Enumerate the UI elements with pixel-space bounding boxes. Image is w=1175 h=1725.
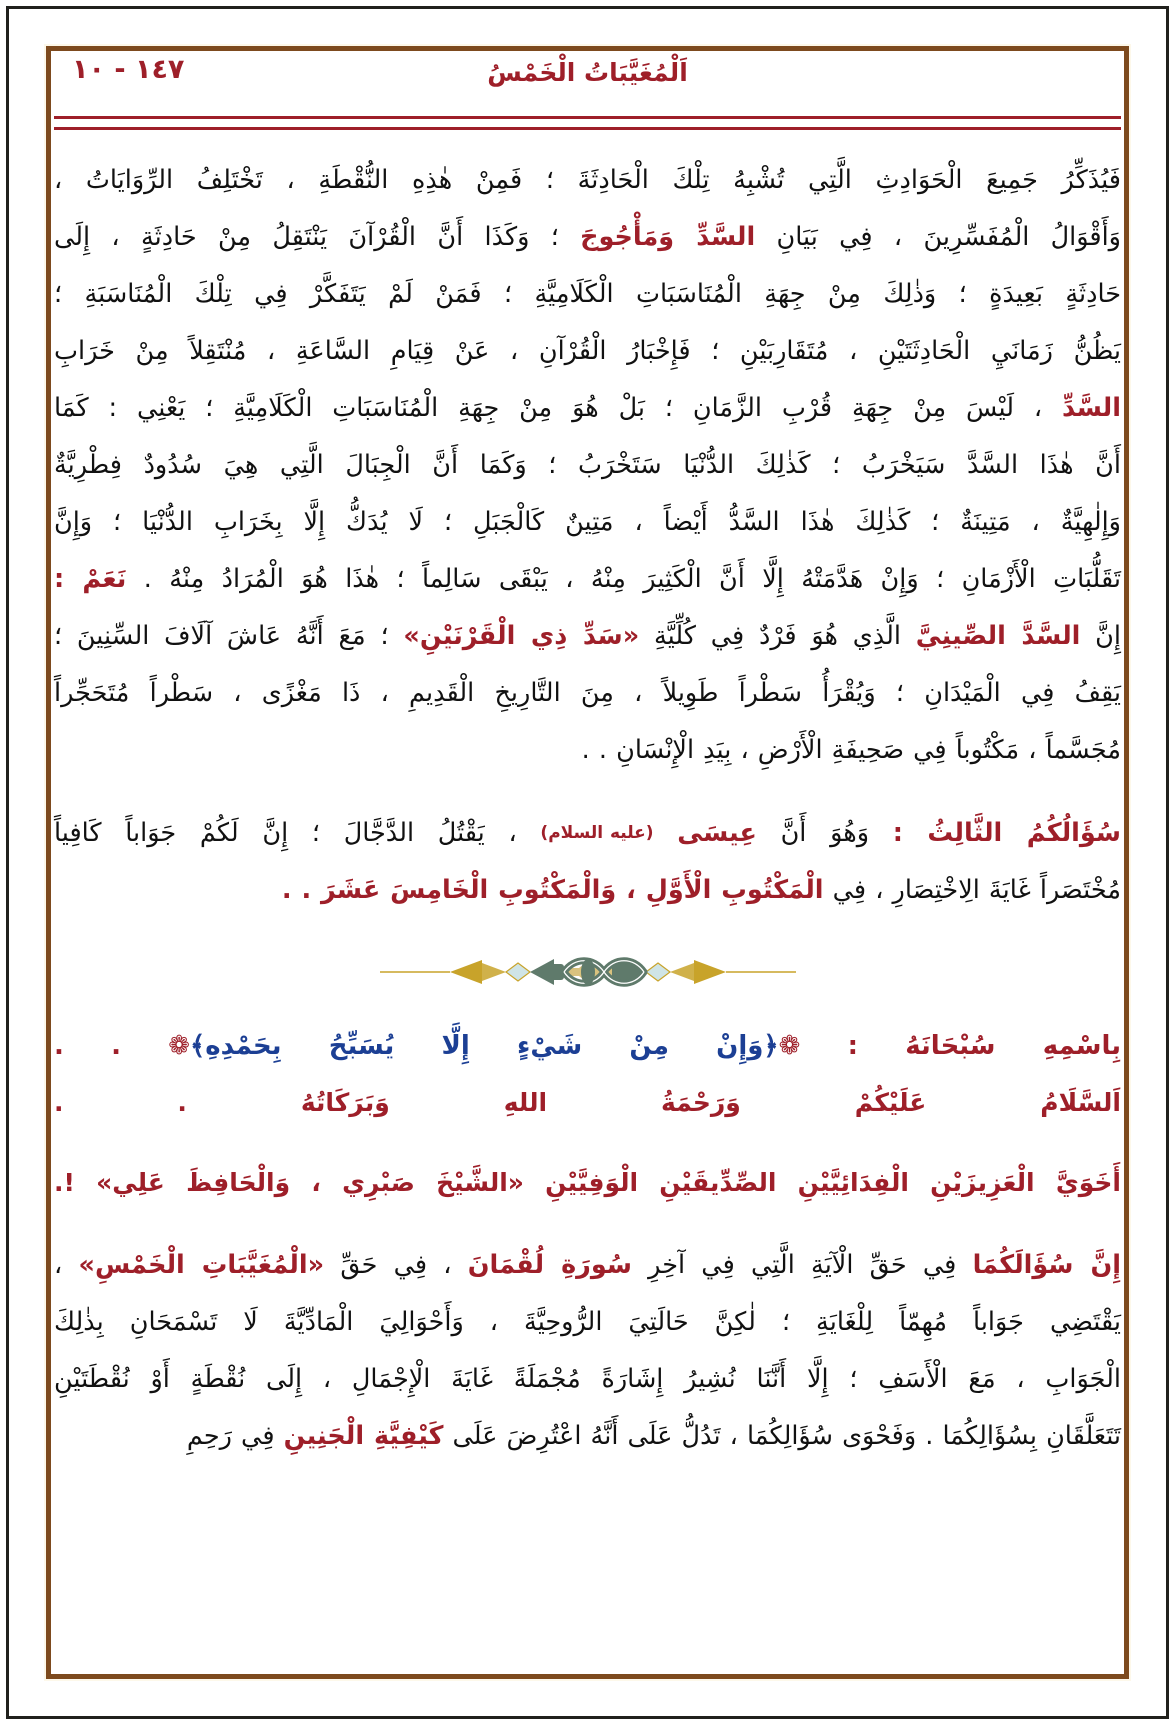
body-run: حَادِثَةٍ بَعِيدَةٍ ؛ وَذٰلِكَ مِنْ جِهَةِ الْمُنَاسَبَاتِ الْكَلَامِيَّةِ ؛ فَمَنْ لَمْ يَتَفَكَّرْ فِي تِلْكَ الْمُنَاسَبَةِ ؛ [54, 279, 1121, 309]
text-line [54, 608, 1121, 665]
body-run [654, 818, 678, 848]
body-run: ، يَقْتُلُ الدَّجَّالَ ؛ إِنَّ لَكُمْ جَوَاباً كَافِياً [54, 818, 541, 848]
body-run: ؛ مَعَ أَنَّهُ عَاشَ آلَافَ السِّنِينَ ؛ [54, 621, 404, 651]
body-run: يَظُنُّ زَمَانَيِ الْحَادِثَتَيْنِ ، مُتَقَارِبَيْنِ ؛ فَإِخْبَارُ الْقُرْآنِ ، عَنْ قِيَامِ السَّاعَةِ ، مُنْتَقِلاً مِنْ خَرَابِ [54, 336, 1121, 366]
text-line [54, 266, 1121, 323]
addressee-line: أَخَوَيَّ الْعَزِيزَيْنِ الْفِدَائِيَّيْنِ الصِّدِّيقَيْنِ الْوَفِيَّيْنِ «الشَّيْخَ صَبْرِي ، وَالْحَافِظَ عَلِي» !. [54, 1168, 1121, 1197]
text-line [54, 1237, 1121, 1294]
paragraph-spacer-1 [54, 779, 1121, 805]
body-run: وَإِلٰهِيَّةٌ ، مَتِينَةٌ ؛ كَذٰلِكَ هٰذَا السَّدُّ أَيْضاً ، مَتِينٌ كَالْجَبَلِ ؛ لَا يُدَكُّ إِلَّا بِخَرَابِ الدُّنْيَا ؛ وَإِنَّ [54, 507, 1121, 537]
highlight-text: سُؤَالُكُمُ الثَّالِثُ : [892, 818, 1121, 848]
highlight-text: «الْمُغَيَّبَاتِ الْخَمْسِ» [78, 1250, 325, 1280]
ornamental-divider [378, 949, 798, 995]
body-run: وَهُوَ أَنَّ [756, 818, 893, 848]
body-text [54, 152, 1121, 1465]
body-run: إِنَّ [1080, 621, 1121, 651]
body-run: مُجَسَّماً ، مَكْتُوباً فِي صَحِيفَةِ الْأَرْضِ ، بِيَدِ الْإِنْسَانِ . . [581, 735, 1121, 765]
page-number: ١٠ - ١٤٧ [72, 54, 185, 85]
body-run: الْجَوَابِ ، مَعَ الْأَسَفِ ؛ إِلَّا أَنَّنَا نُشِيرُ إِشَارَةً مُجْمَلَةً غَايَةَ الْإِجْمَالِ ، إِلَى نُقْطَةٍ أَوْ نُقْطَتَيْنِ [54, 1364, 1121, 1394]
highlight-text: سُورَةِ لُقْمَانَ [467, 1250, 632, 1280]
header-rule [54, 116, 1121, 130]
body-run: يَقِفُ فِي الْمَيْدَانِ ؛ وَيُقْرَأُ سَطْراً طَوِيلاً ، مِنَ التَّارِيخِ الْقَدِيمِ ، ذَا مَغْزًى ، سَطْراً مُتَحَجِّراً [54, 678, 1121, 708]
paragraph-3 [54, 1237, 1121, 1465]
highlight-text: كَيْفِيَّةِ الْجَنِينِ [283, 1421, 444, 1451]
highlight-text: . . [54, 1031, 169, 1061]
body-run: تَتَعَلَّقَانِ بِسُؤَالِكُمَا . وَفَحْوَى سُؤَالِكُمَا ، تَدُلُّ عَلَى أَنَّهُ اعْتُرِضَ عَلَى [443, 1421, 1121, 1451]
body-run: فِي رَحِمِ [186, 1421, 284, 1451]
page-content [54, 50, 1121, 1677]
text-line [54, 862, 1121, 919]
text-line [54, 551, 1121, 608]
text-line [54, 323, 1121, 380]
highlight-text: نَعَمْ : [54, 564, 127, 594]
highlight-text: عِيسَى [677, 818, 757, 848]
body-run: فَيُذَكِّرُ جَمِيعَ الْحَوَادِثِ الَّتِي تُشْبِهُ تِلْكَ الْحَادِثَةَ ؛ فَمِنْ هٰذِهِ النُّقْطَةِ ، تَخْتَلِفُ الرِّوَايَاتُ ، [54, 165, 1121, 195]
text-line [54, 437, 1121, 494]
body-run: فِي حَقِّ الْآيَةِ الَّتِي فِي آخِرِ [631, 1250, 973, 1280]
verse-ornament: ❁ [778, 1031, 801, 1061]
body-run: ، فِي حَقِّ [324, 1250, 468, 1280]
text-line [54, 805, 1121, 862]
text-line [54, 1294, 1121, 1351]
text-line [54, 722, 1121, 779]
highlight-text: السَّدِّ وَمَأْجُوجَ [580, 222, 756, 252]
paragraph-2 [54, 805, 1121, 919]
text-line [54, 209, 1121, 266]
body-run: ، لَيْسَ مِنْ جِهَةِ قُرْبِ الزَّمَانِ ؛ بَلْ هُوَ مِنْ جِهَةِ الْمُنَاسَبَاتِ الْكَلَامِيَّةِ ؛ يَعْنِي : كَمَا [54, 393, 1062, 423]
body-run: تَقَلُّبَاتِ الْأَزْمَانِ ؛ وَإِنْ هَدَّمَتْهُ إِلَّا أَنَّ الْكَثِيرَ مِنْهُ ، يَبْقَى سَالِماً ؛ هٰذَا هُوَ الْمُرَادُ مِنْهُ . [126, 564, 1121, 594]
salutation-line: اَلسَّلَامُ عَلَيْكُمْ وَرَحْمَةُ اللهِ وَبَرَكَاتُهُ . . [54, 1088, 1121, 1117]
quran-verse-text: ﴿وَإِنْ مِنْ شَيْءٍ إِلَّا يُسَبِّحُ بِحَمْدِهِ﴾ [190, 1031, 779, 1061]
text-line [54, 1408, 1121, 1465]
verse-ornament: ❁ [168, 1031, 190, 1061]
highlight-text: السَّدَّ الصِّينِيَّ [915, 621, 1081, 651]
page-title: اَلْمُغَيَّبَاتُ الْخَمْسُ [487, 58, 688, 87]
body-run: ؛ وَكَذَا أَنَّ الْقُرْآنَ يَنْتَقِلُ مِنْ حَادِثَةٍ ، إِلَى [54, 222, 581, 252]
highlight-text: إِنَّ سُؤَالَكُمَا [972, 1250, 1122, 1280]
text-line [54, 152, 1121, 209]
body-run: ، [54, 1250, 79, 1280]
text-line [54, 380, 1121, 437]
text-line [54, 1351, 1121, 1408]
highlight-text: الْمَكْتُوبِ الْأَوَّلِ ، وَالْمَكْتُوبِ الْخَامِسَ عَشَرَ . . [281, 875, 824, 905]
paragraph-spacer-2 [54, 1211, 1121, 1237]
highlight-text: بِاسْمِهِ سُبْحَانَهُ : [800, 1031, 1122, 1061]
body-run: الَّذِي هُوَ فَرْدٌ فِي كُلِّيَّةِ [639, 621, 916, 651]
paragraph-1 [54, 152, 1121, 779]
body-run: وَأَقْوَالُ الْمُفَسِّرِينَ ، فِي بَيَانِ [755, 222, 1121, 252]
page-header [54, 50, 1121, 112]
highlight-text: السَّدِّ [1062, 393, 1121, 423]
highlight-text: «سَدِّ ذِي الْقَرْنَيْنِ» [403, 621, 640, 651]
basmala-verse-line [54, 1021, 1121, 1071]
text-line [54, 665, 1121, 722]
body-run: مُخْتَصَراً غَايَةَ الِاخْتِصَارِ ، فِي [823, 875, 1121, 905]
honorific-symbol: (عليه السلام) [540, 823, 654, 843]
text-line [54, 494, 1121, 551]
body-run: يَقْتَضِي جَوَاباً مُهِمّاً لِلْغَايَةِ ؛ لٰكِنَّ حَالَتِيَ الرُّوحِيَّةَ ، وَأَحْوَالِيَ الْمَادِّيَّةَ لَا تَسْمَحَانِ بِذٰلِكَ [54, 1307, 1121, 1337]
body-run: أَنَّ هٰذَا السَّدَّ سَيَخْرَبُ ؛ كَذٰلِكَ الدُّنْيَا سَتَخْرَبُ ؛ وَكَمَا أَنَّ الْجِبَالَ الَّتِي هِيَ سُدُودٌ فِطْرِيَّةٌ [54, 450, 1121, 480]
